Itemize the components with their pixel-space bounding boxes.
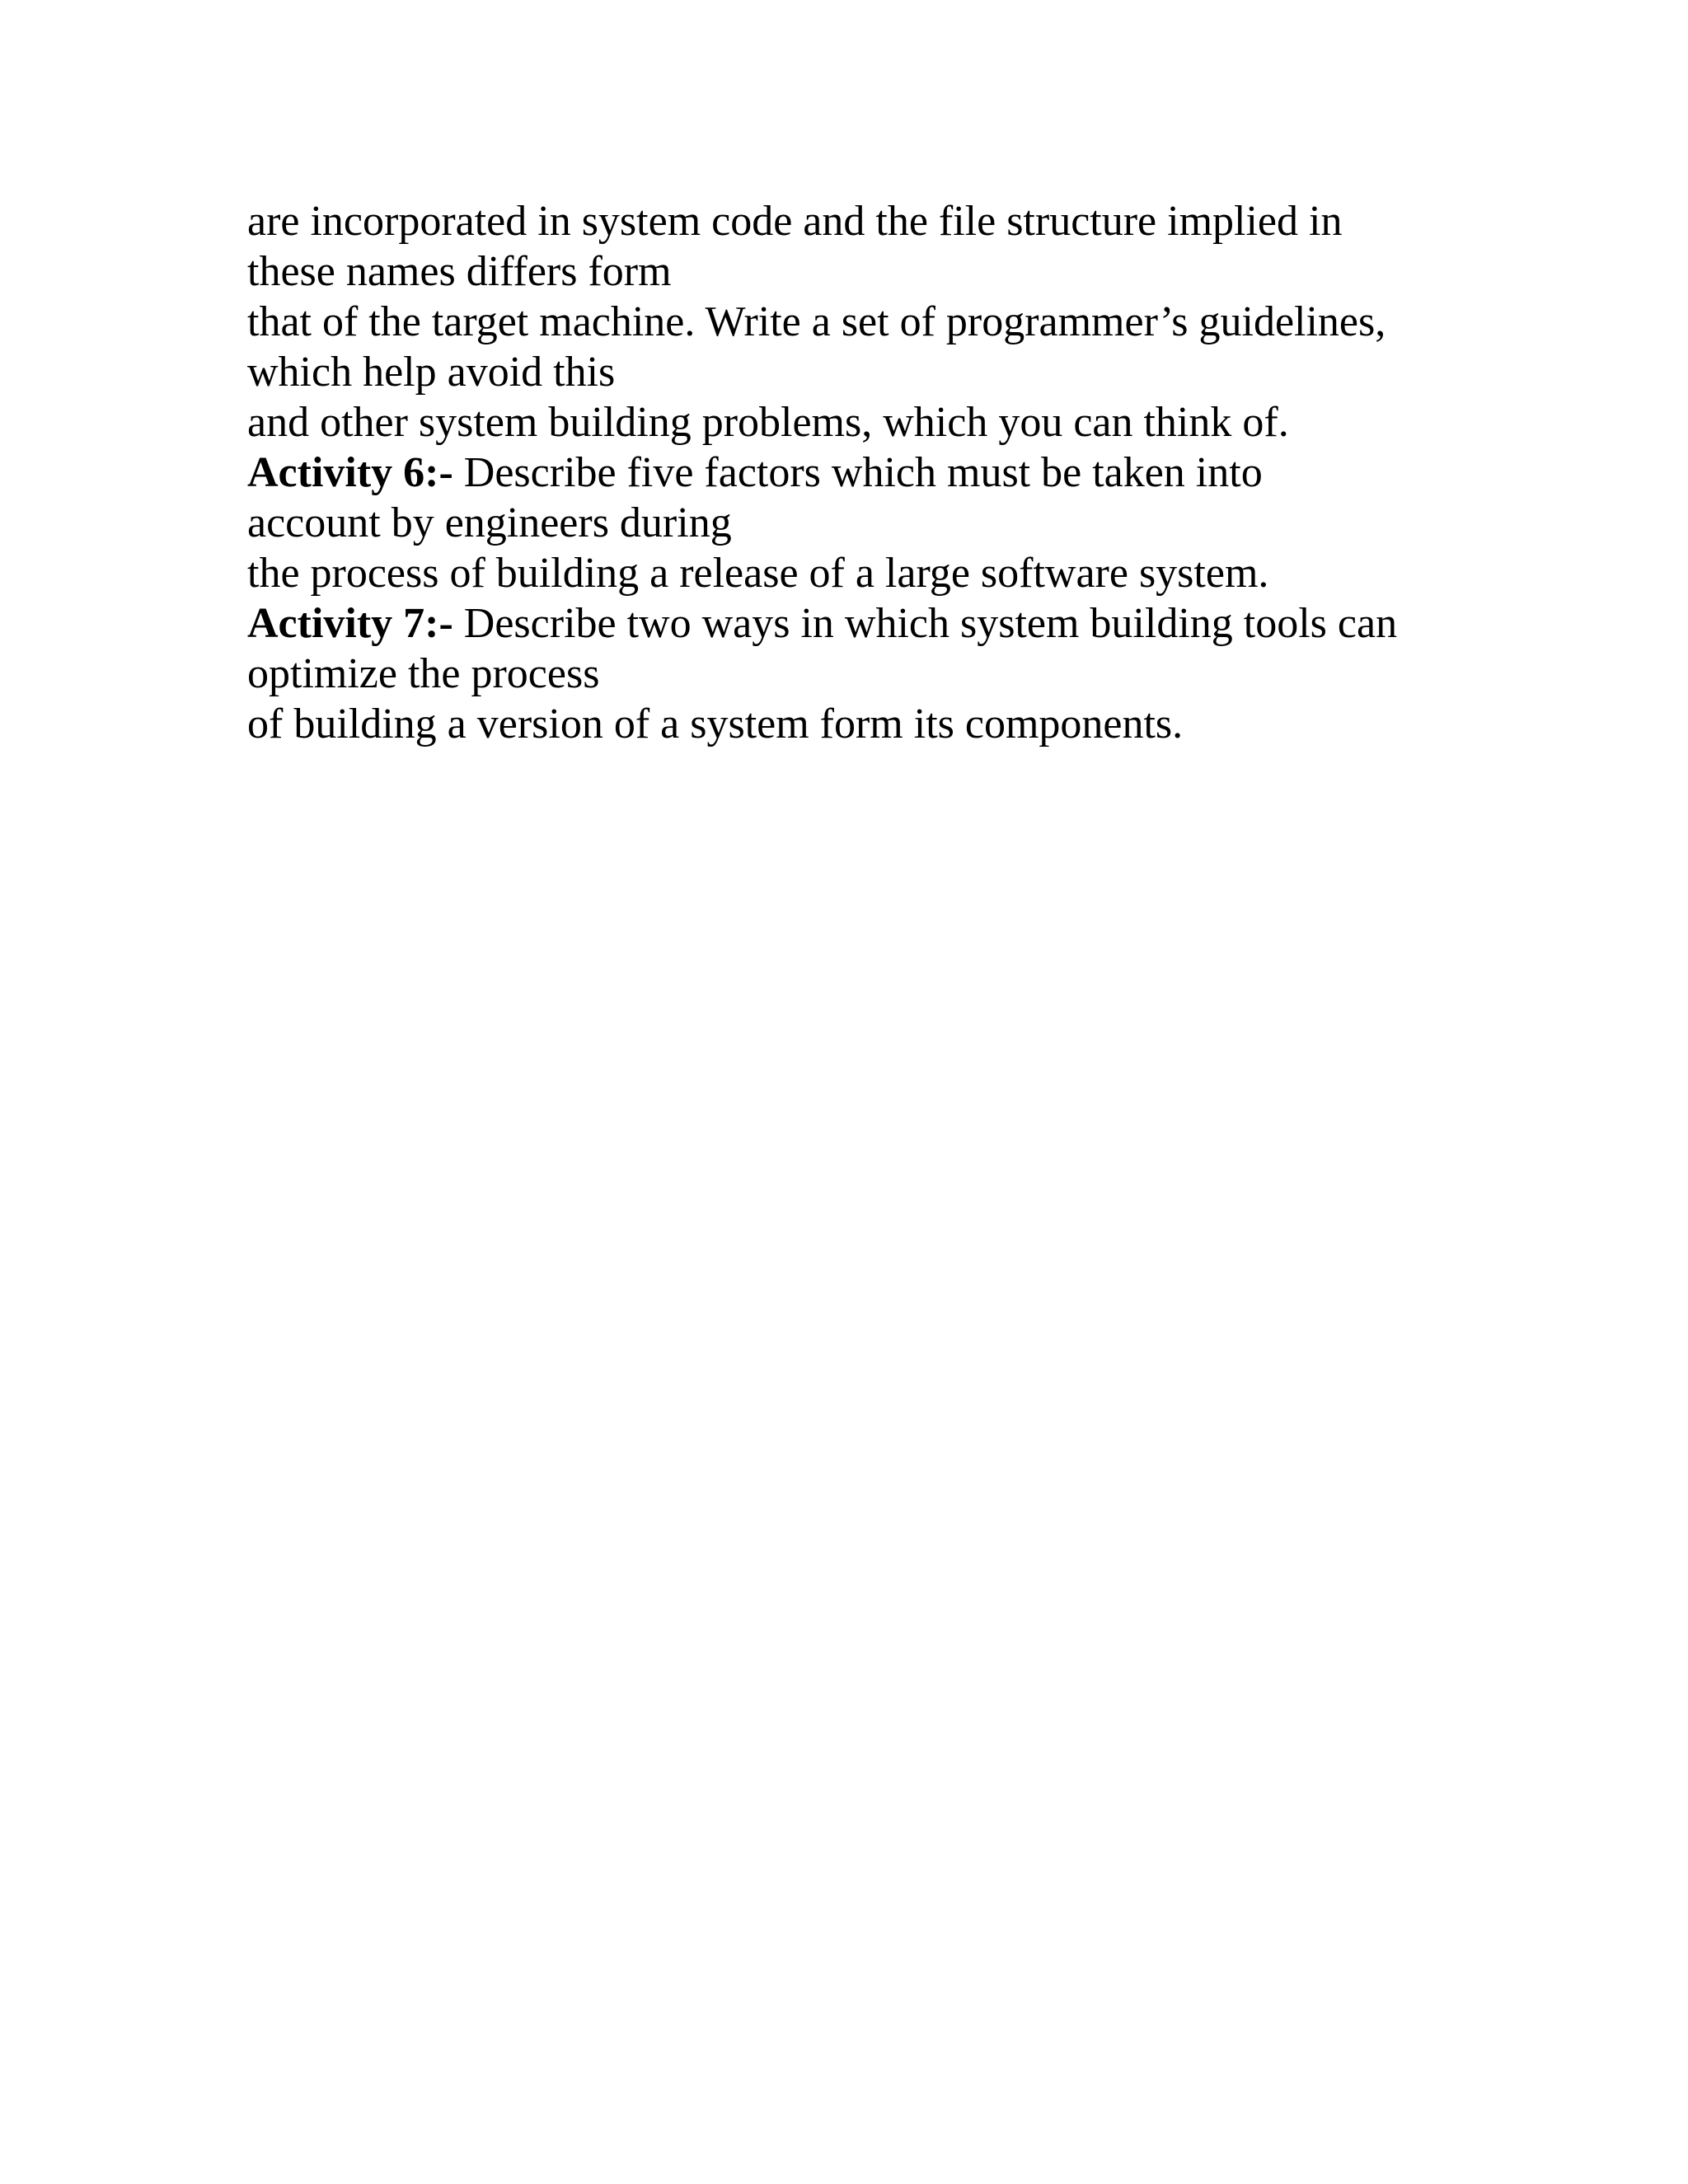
text-line: optimize the process	[247, 650, 600, 697]
text-line: which help avoid this	[247, 349, 616, 396]
text-line: are incorporated in system code and the file structure implied in	[247, 198, 1343, 245]
activity-7-text: Describe two ways in which system building tools can	[452, 600, 1398, 647]
text-line: and other system building problems, which you can think of.	[247, 399, 1289, 446]
text-line: the process of building a release of a large software system.	[247, 550, 1269, 597]
text-line: account by engineers during	[247, 499, 732, 546]
activity-7-label: Activity 7:-	[247, 600, 453, 647]
activity-6-text: Describe five factors which must be taken into	[452, 449, 1263, 496]
text-line: that of the target machine. Write a set of programmer’s guidelines,	[247, 298, 1386, 345]
text-line: these names differs form	[247, 248, 672, 295]
text-line: of building a version of a system form its components.	[247, 701, 1184, 748]
activity-6-label: Activity 6:-	[247, 449, 453, 496]
body-text	[247, 196, 1484, 749]
activity-7-heading	[247, 598, 1484, 649]
activity-6-heading	[247, 448, 1484, 498]
